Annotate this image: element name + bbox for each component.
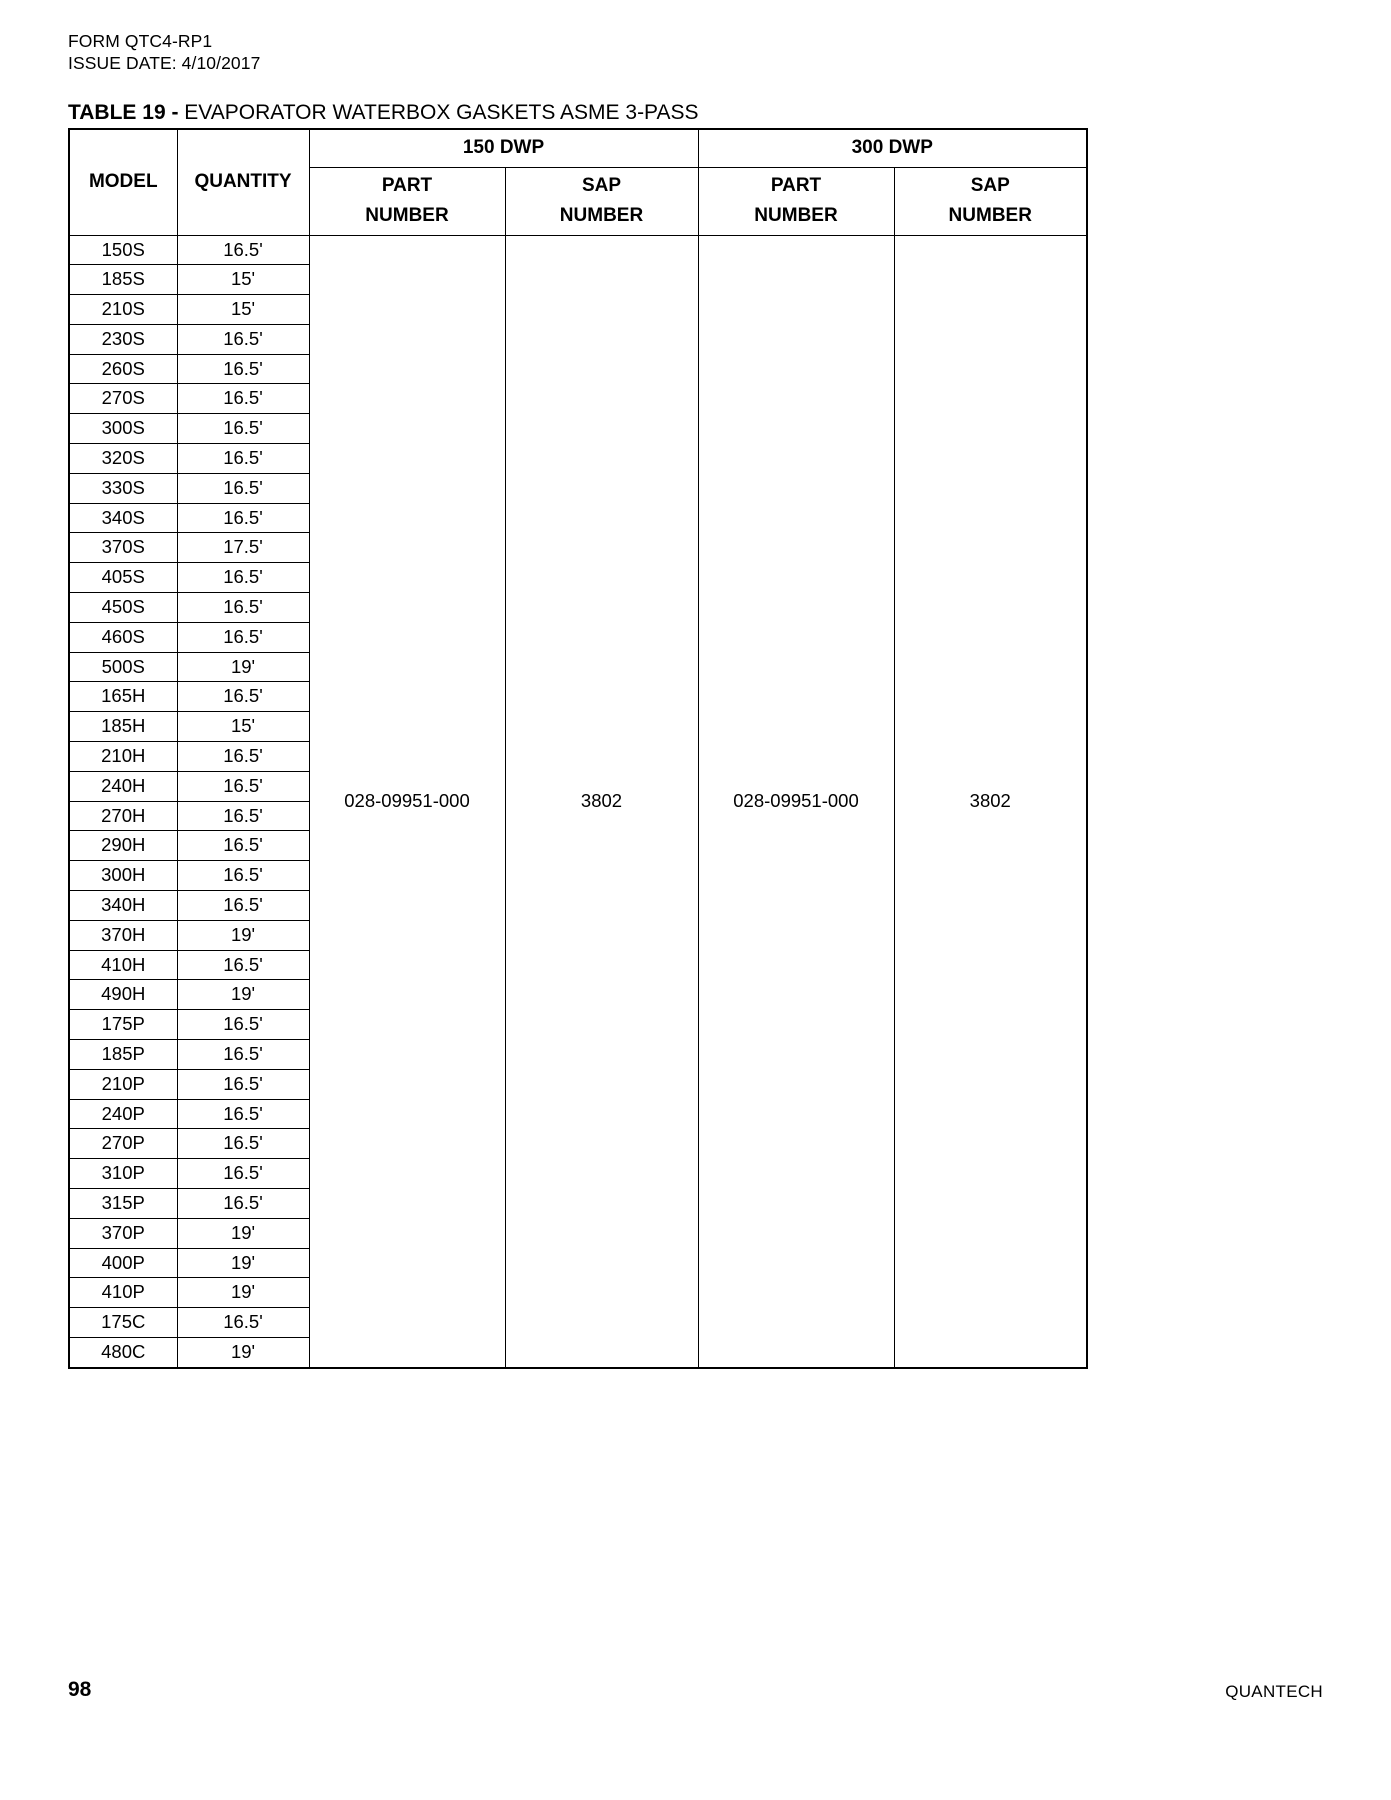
- cell-model: 185S: [69, 265, 177, 295]
- cell-quantity: 16.5': [177, 473, 309, 503]
- cell-quantity: 16.5': [177, 1040, 309, 1070]
- cell-model: 210H: [69, 742, 177, 772]
- page-number: 98: [68, 1678, 92, 1701]
- merged-part-number-300: 028-09951-000: [698, 235, 894, 1368]
- merged-sap-number-150: 3802: [505, 235, 698, 1368]
- sap-label: SAP: [581, 175, 622, 196]
- issue-date: ISSUE DATE: 4/10/2017: [68, 53, 261, 73]
- cell-quantity: 16.5': [177, 414, 309, 444]
- cell-model: 490H: [69, 980, 177, 1010]
- cell-quantity: 16.5': [177, 771, 309, 801]
- cell-model: 240P: [69, 1099, 177, 1129]
- cell-model: 330S: [69, 473, 177, 503]
- brand-name: QUANTECH: [1225, 1682, 1323, 1701]
- cell-model: 480C: [69, 1337, 177, 1367]
- table-header: [69, 129, 1087, 235]
- cell-model: 310P: [69, 1159, 177, 1189]
- cell-quantity: 16.5': [177, 324, 309, 354]
- cell-quantity: 16.5': [177, 503, 309, 533]
- merged-sap-number-300: 3802: [894, 235, 1087, 1368]
- cell-quantity: 19': [177, 1278, 309, 1308]
- cell-quantity: 15': [177, 265, 309, 295]
- table-row: [69, 235, 1087, 265]
- cell-quantity: 16.5': [177, 831, 309, 861]
- cell-quantity: 16.5': [177, 384, 309, 414]
- cell-model: 175C: [69, 1308, 177, 1338]
- cell-quantity: 16.5': [177, 891, 309, 921]
- table-title: [68, 100, 699, 126]
- cell-quantity: 15': [177, 295, 309, 325]
- cell-model: 210S: [69, 295, 177, 325]
- column-header-model: MODEL: [69, 129, 177, 235]
- cell-model: 320S: [69, 444, 177, 474]
- cell-quantity: 16.5': [177, 1099, 309, 1129]
- cell-model: 185P: [69, 1040, 177, 1070]
- cell-quantity: 16.5': [177, 861, 309, 891]
- cell-quantity: 19': [177, 652, 309, 682]
- cell-quantity: 16.5': [177, 354, 309, 384]
- number-label: NUMBER: [365, 205, 449, 226]
- cell-model: 450S: [69, 593, 177, 623]
- gaskets-table: [68, 128, 1088, 1369]
- number-label: NUMBER: [559, 205, 644, 226]
- cell-model: 230S: [69, 324, 177, 354]
- column-header-sap-number-150: [505, 167, 698, 235]
- cell-quantity: 16.5': [177, 593, 309, 623]
- cell-model: 410H: [69, 950, 177, 980]
- cell-quantity: 19': [177, 920, 309, 950]
- cell-model: 270P: [69, 1129, 177, 1159]
- part-label: PART: [381, 175, 433, 196]
- cell-model: 210P: [69, 1069, 177, 1099]
- cell-model: 315P: [69, 1189, 177, 1219]
- cell-quantity: 19': [177, 980, 309, 1010]
- cell-model: 300H: [69, 861, 177, 891]
- table-title-text: EVAPORATOR WATERBOX GASKETS ASME 3-PASS: [184, 101, 699, 124]
- cell-model: 240H: [69, 771, 177, 801]
- column-header-quantity: QUANTITY: [177, 129, 309, 235]
- column-header-part-number-300: [698, 167, 894, 235]
- number-label: NUMBER: [754, 205, 838, 226]
- cell-quantity: 16.5': [177, 1308, 309, 1338]
- cell-quantity: 16.5': [177, 444, 309, 474]
- cell-model: 165H: [69, 682, 177, 712]
- cell-model: 405S: [69, 563, 177, 593]
- cell-model: 290H: [69, 831, 177, 861]
- cell-model: 270H: [69, 801, 177, 831]
- column-group-header-300-dwp: 300 DWP: [698, 129, 1087, 167]
- cell-quantity: 16.5': [177, 1010, 309, 1040]
- cell-model: 340S: [69, 503, 177, 533]
- cell-quantity: 15': [177, 712, 309, 742]
- cell-model: 370P: [69, 1218, 177, 1248]
- column-header-sap-number-300: [894, 167, 1087, 235]
- form-code: FORM QTC4-RP1: [68, 31, 213, 51]
- cell-quantity: 16.5': [177, 1189, 309, 1219]
- table-body: [69, 235, 1087, 1368]
- cell-quantity: 17.5': [177, 533, 309, 563]
- cell-model: 175P: [69, 1010, 177, 1040]
- cell-model: 185H: [69, 712, 177, 742]
- cell-quantity: 16.5': [177, 622, 309, 652]
- cell-model: 150S: [69, 235, 177, 265]
- cell-quantity: 16.5': [177, 563, 309, 593]
- cell-model: 340H: [69, 891, 177, 921]
- cell-model: 370S: [69, 533, 177, 563]
- table-container: [68, 128, 1070, 1369]
- table-title-prefix: TABLE 19 -: [68, 101, 185, 124]
- cell-model: 500S: [69, 652, 177, 682]
- cell-quantity: 16.5': [177, 801, 309, 831]
- cell-quantity: 16.5': [177, 742, 309, 772]
- cell-quantity: 16.5': [177, 235, 309, 265]
- sap-label: SAP: [970, 175, 1010, 196]
- cell-model: 370H: [69, 920, 177, 950]
- cell-model: 260S: [69, 354, 177, 384]
- cell-quantity: 16.5': [177, 950, 309, 980]
- cell-model: 410P: [69, 1278, 177, 1308]
- number-label: NUMBER: [948, 205, 1032, 226]
- part-label: PART: [770, 175, 822, 196]
- document-header: [68, 30, 260, 74]
- cell-quantity: 16.5': [177, 682, 309, 712]
- column-header-part-number-150: [309, 167, 505, 235]
- table-header-row-groups: [69, 129, 1087, 167]
- cell-model: 460S: [69, 622, 177, 652]
- cell-model: 300S: [69, 414, 177, 444]
- cell-quantity: 16.5': [177, 1069, 309, 1099]
- cell-quantity: 19': [177, 1248, 309, 1278]
- cell-quantity: 16.5': [177, 1159, 309, 1189]
- cell-quantity: 19': [177, 1218, 309, 1248]
- cell-quantity: 19': [177, 1337, 309, 1367]
- cell-quantity: 16.5': [177, 1129, 309, 1159]
- cell-model: 400P: [69, 1248, 177, 1278]
- column-group-header-150-dwp: 150 DWP: [309, 129, 698, 167]
- cell-model: 270S: [69, 384, 177, 414]
- merged-part-number-150: 028-09951-000: [309, 235, 505, 1368]
